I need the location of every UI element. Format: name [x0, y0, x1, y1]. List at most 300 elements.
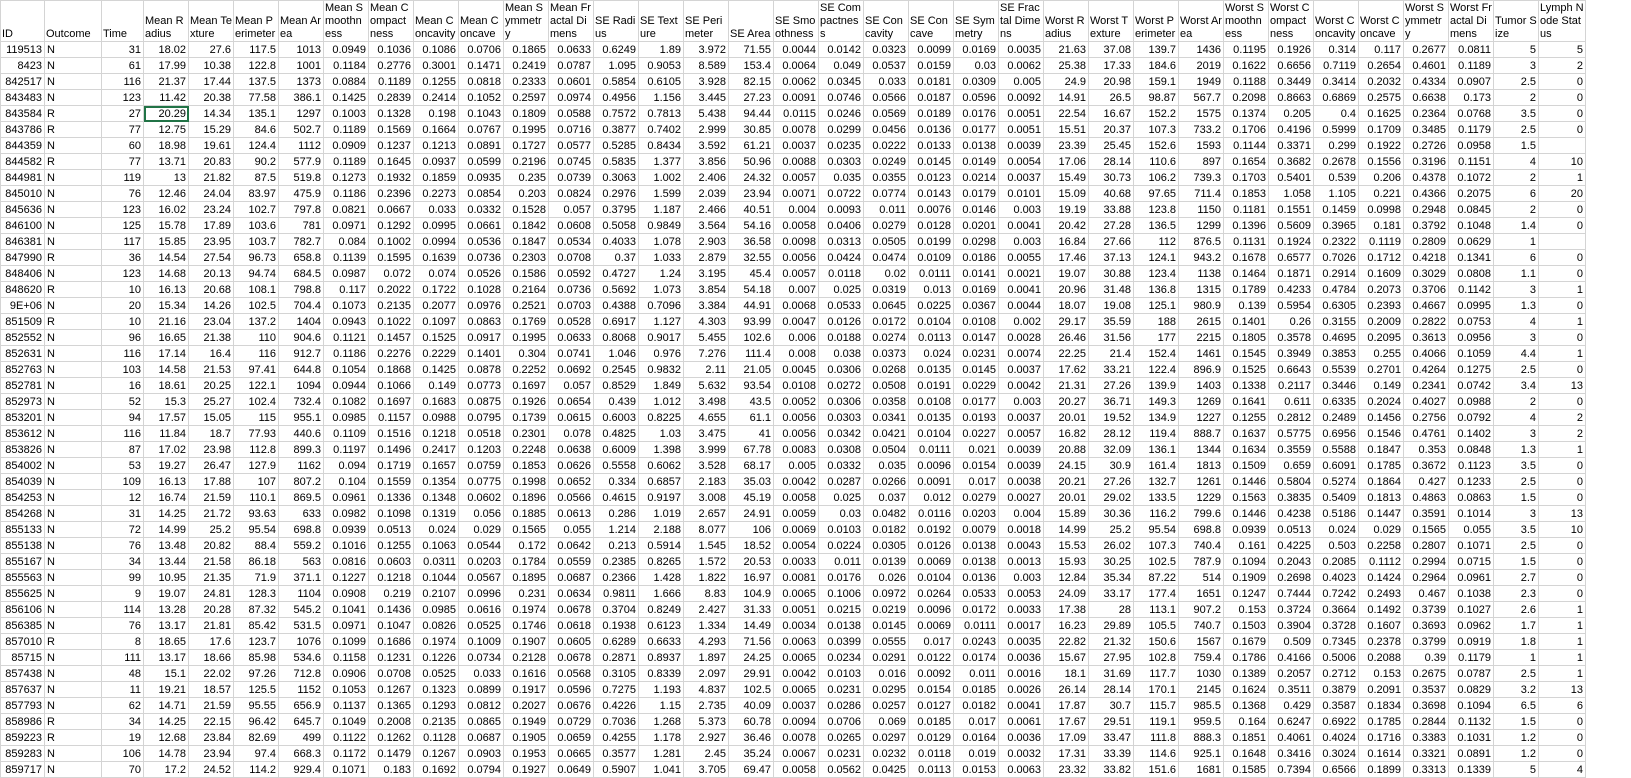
table-cell[interactable]: 37.08: [1089, 42, 1134, 58]
table-cell[interactable]: 4: [1494, 314, 1539, 330]
table-cell[interactable]: 852781: [1, 378, 45, 394]
table-cell[interactable]: 0: [1539, 570, 1586, 586]
table-cell[interactable]: 0.0076: [909, 202, 954, 218]
table-cell[interactable]: 0.4024: [1314, 730, 1359, 746]
table-cell[interactable]: 3.856: [684, 154, 729, 170]
table-cell[interactable]: 545.2: [279, 602, 324, 618]
table-cell[interactable]: 907.2: [1179, 602, 1224, 618]
table-cell[interactable]: 0.0678: [549, 650, 594, 666]
table-cell[interactable]: 0.0525: [414, 666, 459, 682]
table-cell[interactable]: 0.1323: [414, 682, 459, 698]
table-cell[interactable]: R: [45, 106, 102, 122]
table-cell[interactable]: 13: [144, 170, 189, 186]
table-cell[interactable]: 0.0123: [909, 170, 954, 186]
table-cell[interactable]: 0.0203: [459, 554, 504, 570]
table-cell[interactable]: 7.276: [684, 346, 729, 362]
table-cell[interactable]: 0.0824: [549, 186, 594, 202]
table-cell[interactable]: 0.0062: [999, 58, 1044, 74]
table-cell[interactable]: 0.2807: [1404, 538, 1449, 554]
table-cell[interactable]: N: [45, 186, 102, 202]
table-cell[interactable]: 0.2248: [504, 442, 549, 458]
table-cell[interactable]: 76: [102, 186, 144, 202]
table-cell[interactable]: 16.4: [189, 346, 234, 362]
table-cell[interactable]: 2.5: [1494, 538, 1539, 554]
table-cell[interactable]: 0.149: [1359, 378, 1404, 394]
table-cell[interactable]: 0.5804: [1269, 474, 1314, 490]
table-cell[interactable]: 2.188: [639, 522, 684, 538]
table-cell[interactable]: 0.1899: [1359, 762, 1404, 778]
table-cell[interactable]: 20.88: [1044, 442, 1089, 458]
table-cell[interactable]: 0.0145: [954, 362, 999, 378]
table-cell[interactable]: 0.1053: [324, 682, 369, 698]
table-cell[interactable]: 0.2822: [1404, 314, 1449, 330]
table-cell[interactable]: 2: [1539, 58, 1586, 74]
table-cell[interactable]: 29.17: [1044, 314, 1089, 330]
table-cell[interactable]: 0.049: [819, 58, 864, 74]
table-cell[interactable]: 31: [102, 506, 144, 522]
table-cell[interactable]: 0.037: [864, 490, 909, 506]
table-cell[interactable]: 0.0577: [549, 138, 594, 154]
table-cell[interactable]: 3: [1494, 506, 1539, 522]
table-cell[interactable]: 139.7: [1134, 42, 1179, 58]
table-cell[interactable]: 0.0962: [1449, 618, 1494, 634]
table-cell[interactable]: 40.09: [729, 698, 774, 714]
table-cell[interactable]: 0.1446: [1224, 474, 1269, 490]
table-cell[interactable]: 13.28: [144, 602, 189, 618]
table-cell[interactable]: 139.9: [1134, 378, 1179, 394]
table-cell[interactable]: 0.1625: [1359, 106, 1404, 122]
table-cell[interactable]: 0.0133: [909, 138, 954, 154]
table-cell[interactable]: 869.5: [279, 490, 324, 506]
table-cell[interactable]: 0.033: [864, 74, 909, 90]
table-cell[interactable]: 0.02: [864, 266, 909, 282]
table-cell[interactable]: 0.6566: [1314, 762, 1359, 778]
table-cell[interactable]: 0.6922: [1314, 714, 1359, 730]
table-cell[interactable]: 90.2: [234, 154, 279, 170]
table-cell[interactable]: 0.0773: [459, 378, 504, 394]
table-cell[interactable]: 31.69: [1089, 666, 1134, 682]
table-cell[interactable]: 925.1: [1179, 746, 1224, 762]
table-cell[interactable]: 856106: [1, 602, 45, 618]
table-cell[interactable]: 114.6: [1134, 746, 1179, 762]
table-cell[interactable]: 0.1545: [1224, 346, 1269, 362]
table-cell[interactable]: 27: [102, 106, 144, 122]
table-cell[interactable]: [1539, 234, 1586, 250]
table-cell[interactable]: 15.93: [1044, 554, 1089, 570]
table-cell[interactable]: 0.2809: [1404, 234, 1449, 250]
table-cell[interactable]: 0.2678: [1314, 154, 1359, 170]
table-cell[interactable]: 54.18: [729, 282, 774, 298]
table-cell[interactable]: 644.8: [279, 362, 324, 378]
table-cell[interactable]: 0.1189: [324, 154, 369, 170]
table-cell[interactable]: 0.7275: [594, 682, 639, 698]
table-cell[interactable]: 0.4166: [1269, 650, 1314, 666]
table-cell[interactable]: 0.7026: [1314, 250, 1359, 266]
table-cell[interactable]: 2: [1539, 410, 1586, 426]
column-header[interactable]: Mean Texture: [189, 1, 234, 42]
table-cell[interactable]: 852552: [1, 330, 45, 346]
table-cell[interactable]: 0.5409: [1314, 490, 1359, 506]
table-cell[interactable]: 0.0042: [774, 666, 819, 682]
table-cell[interactable]: 0.0903: [459, 746, 504, 762]
table-cell[interactable]: 0.0199: [909, 234, 954, 250]
table-cell[interactable]: 0.2545: [594, 362, 639, 378]
table-cell[interactable]: 0.1457: [369, 330, 414, 346]
table-cell[interactable]: 0.0188: [819, 330, 864, 346]
table-cell[interactable]: 0.7119: [1314, 58, 1359, 74]
table-cell[interactable]: 1.377: [639, 154, 684, 170]
table-cell[interactable]: 0.1184: [324, 58, 369, 74]
table-cell[interactable]: 1.8: [1494, 634, 1539, 650]
table-cell[interactable]: 33.17: [1089, 586, 1134, 602]
table-cell[interactable]: 0: [1539, 490, 1586, 506]
table-cell[interactable]: 18.61: [144, 378, 189, 394]
table-cell[interactable]: 0.2128: [504, 650, 549, 666]
table-cell[interactable]: 0.1151: [1449, 154, 1494, 170]
table-cell[interactable]: 3: [1494, 58, 1539, 74]
table-cell[interactable]: 24.52: [189, 762, 234, 778]
table-cell[interactable]: 797.8: [279, 202, 324, 218]
table-cell[interactable]: 1651: [1179, 586, 1224, 602]
table-cell[interactable]: 0.0937: [414, 154, 459, 170]
table-cell[interactable]: N: [45, 682, 102, 698]
table-cell[interactable]: 20.28: [189, 602, 234, 618]
table-cell[interactable]: 0.0618: [549, 618, 594, 634]
table-cell[interactable]: 0.1227: [324, 570, 369, 586]
table-cell[interactable]: 16.02: [144, 202, 189, 218]
table-cell[interactable]: 0.0035: [999, 634, 1044, 650]
table-cell[interactable]: 732.4: [279, 394, 324, 410]
table-cell[interactable]: 0.149: [414, 378, 459, 394]
table-cell[interactable]: 32.55: [729, 250, 774, 266]
table-cell[interactable]: N: [45, 586, 102, 602]
table-cell[interactable]: 0.0033: [774, 554, 819, 570]
table-cell[interactable]: 15.3: [144, 394, 189, 410]
table-cell[interactable]: 0.005: [999, 74, 1044, 90]
table-cell[interactable]: 125.1: [1134, 298, 1179, 314]
table-cell[interactable]: 0.2364: [1404, 106, 1449, 122]
table-cell[interactable]: 0.1471: [459, 58, 504, 74]
table-cell[interactable]: 0.0787: [549, 58, 594, 74]
table-cell[interactable]: 0.0103: [819, 666, 864, 682]
table-cell[interactable]: 0: [1539, 362, 1586, 378]
table-cell[interactable]: N: [45, 218, 102, 234]
table-cell[interactable]: 0.1859: [414, 170, 459, 186]
table-cell[interactable]: 0.8434: [639, 138, 684, 154]
table-cell[interactable]: 0.0103: [819, 522, 864, 538]
table-cell[interactable]: 0.0906: [324, 666, 369, 682]
table-cell[interactable]: 1.156: [639, 90, 684, 106]
table-cell[interactable]: 0.0774: [864, 186, 909, 202]
table-cell[interactable]: 0: [1539, 554, 1586, 570]
table-cell[interactable]: 904.6: [279, 330, 324, 346]
table-cell[interactable]: N: [45, 554, 102, 570]
table-cell[interactable]: 0.0599: [459, 154, 504, 170]
table-cell[interactable]: 50.96: [729, 154, 774, 170]
table-cell[interactable]: 0.6956: [1314, 426, 1359, 442]
table-cell[interactable]: 30.36: [1089, 506, 1134, 522]
table-cell[interactable]: 0.033: [459, 666, 504, 682]
table-cell[interactable]: 18.98: [144, 138, 189, 154]
table-cell[interactable]: 1.012: [639, 394, 684, 410]
table-cell[interactable]: 123.4: [1134, 266, 1179, 282]
table-cell[interactable]: 0.4388: [594, 298, 639, 314]
table-cell[interactable]: 0.6003: [594, 410, 639, 426]
table-cell[interactable]: 0.057: [549, 202, 594, 218]
table-cell[interactable]: 3.592: [684, 138, 729, 154]
table-cell[interactable]: 4.303: [684, 314, 729, 330]
table-cell[interactable]: 0.2914: [1314, 266, 1359, 282]
table-cell[interactable]: 15.85: [144, 234, 189, 250]
table-cell[interactable]: 0.017: [909, 634, 954, 650]
table-cell[interactable]: 759.4: [1179, 650, 1224, 666]
table-cell[interactable]: N: [45, 58, 102, 74]
table-cell[interactable]: 0.0406: [819, 218, 864, 234]
table-cell[interactable]: 76: [102, 618, 144, 634]
table-cell[interactable]: 0.1456: [1359, 410, 1404, 426]
table-cell[interactable]: 0.1853: [1224, 186, 1269, 202]
table-cell[interactable]: N: [45, 426, 102, 442]
table-cell[interactable]: 21.72: [189, 506, 234, 522]
table-cell[interactable]: N: [45, 602, 102, 618]
table-cell[interactable]: 2.45: [684, 746, 729, 762]
table-cell[interactable]: 0.4033: [594, 234, 639, 250]
table-cell[interactable]: 102.5: [729, 682, 774, 698]
table-cell[interactable]: 0.0176: [954, 106, 999, 122]
table-cell[interactable]: 0.0057: [999, 426, 1044, 442]
table-cell[interactable]: 135.1: [234, 106, 279, 122]
table-cell[interactable]: 0.3313: [1404, 762, 1449, 778]
table-cell[interactable]: 0.0741: [549, 346, 594, 362]
table-cell[interactable]: 44.91: [729, 298, 774, 314]
table-cell[interactable]: 0.2098: [1224, 90, 1269, 106]
table-cell[interactable]: 0.0172: [864, 314, 909, 330]
table-cell[interactable]: 23.32: [1044, 762, 1089, 778]
table-cell[interactable]: 2.5: [1494, 122, 1539, 138]
table-cell[interactable]: 0.0759: [459, 458, 504, 474]
table-cell[interactable]: 0.0533: [954, 586, 999, 602]
table-cell[interactable]: 0.3799: [1404, 634, 1449, 650]
table-cell[interactable]: 0.0808: [1449, 266, 1494, 282]
table-cell[interactable]: 10: [102, 314, 144, 330]
table-cell[interactable]: 0.353: [1404, 442, 1449, 458]
table-cell[interactable]: 0.0122: [909, 650, 954, 666]
table-cell[interactable]: 0.2077: [414, 298, 459, 314]
table-cell[interactable]: 0.1203: [459, 442, 504, 458]
table-cell[interactable]: 0.0231: [819, 682, 864, 698]
table-cell[interactable]: 0.1267: [369, 682, 414, 698]
table-cell[interactable]: 1.019: [639, 506, 684, 522]
table-cell[interactable]: 0.0367: [954, 298, 999, 314]
table-cell[interactable]: 54.16: [729, 218, 774, 234]
table-cell[interactable]: 125.5: [234, 682, 279, 698]
table-cell[interactable]: 0.1634: [1224, 442, 1269, 458]
table-cell[interactable]: 0.0996: [459, 586, 504, 602]
table-cell[interactable]: 0.0145: [864, 618, 909, 634]
column-header[interactable]: Worst Symmetry: [1404, 1, 1449, 42]
table-cell[interactable]: 0.1509: [1224, 458, 1269, 474]
table-cell[interactable]: 853612: [1, 426, 45, 442]
table-cell[interactable]: 0.6091: [1314, 458, 1359, 474]
table-cell[interactable]: 84.6: [234, 122, 279, 138]
table-cell[interactable]: 0.0235: [819, 138, 864, 154]
table-cell[interactable]: 0.0088: [774, 154, 819, 170]
table-cell[interactable]: 0.1275: [1449, 362, 1494, 378]
table-cell[interactable]: 53: [102, 458, 144, 474]
table-cell[interactable]: 896.9: [1179, 362, 1224, 378]
table-cell[interactable]: 1094: [279, 378, 324, 394]
table-cell[interactable]: 0.0042: [774, 474, 819, 490]
table-cell[interactable]: 0.4218: [1404, 250, 1449, 266]
column-header[interactable]: Worst Concavity: [1314, 1, 1359, 42]
table-cell[interactable]: 0.0537: [864, 58, 909, 74]
table-cell[interactable]: 106: [102, 746, 144, 762]
table-cell[interactable]: 107.3: [1134, 122, 1179, 138]
table-cell[interactable]: 20.96: [1044, 282, 1089, 298]
table-cell[interactable]: 0.161: [1224, 538, 1269, 554]
table-cell[interactable]: 0.0729: [549, 714, 594, 730]
table-cell[interactable]: 104.9: [729, 586, 774, 602]
table-cell[interactable]: 0.7036: [594, 714, 639, 730]
table-cell[interactable]: 0.1348: [414, 490, 459, 506]
table-cell[interactable]: 0.1805: [1224, 330, 1269, 346]
table-cell[interactable]: 0.0063: [774, 634, 819, 650]
table-cell[interactable]: 0.0268: [864, 362, 909, 378]
table-cell[interactable]: 0.6643: [1269, 362, 1314, 378]
table-cell[interactable]: 0.2088: [1359, 650, 1404, 666]
table-cell[interactable]: 1269: [1179, 394, 1224, 410]
table-cell[interactable]: 20.29: [144, 106, 189, 122]
table-cell[interactable]: 3.498: [684, 394, 729, 410]
table-cell[interactable]: 0.0034: [774, 618, 819, 634]
table-cell[interactable]: 159.1: [1134, 74, 1179, 90]
table-cell[interactable]: 0.0342: [819, 426, 864, 442]
table-cell[interactable]: 30.9: [1089, 458, 1134, 474]
table-cell[interactable]: 0.2597: [504, 90, 549, 106]
table-cell[interactable]: 0.39: [1404, 650, 1449, 666]
table-cell[interactable]: 0.1189: [324, 122, 369, 138]
table-cell[interactable]: 0.0274: [864, 330, 909, 346]
table-cell[interactable]: 0.0038: [999, 474, 1044, 490]
column-header[interactable]: Mean Smoothness: [324, 1, 369, 42]
table-cell[interactable]: 0.8249: [639, 602, 684, 618]
table-cell[interactable]: 5.632: [684, 378, 729, 394]
table-cell[interactable]: 854253: [1, 490, 45, 506]
table-cell[interactable]: 0.0064: [774, 58, 819, 74]
table-cell[interactable]: 985.5: [1179, 698, 1224, 714]
table-cell[interactable]: 17.62: [1044, 362, 1089, 378]
table-cell[interactable]: 0.1905: [504, 730, 549, 746]
table-cell[interactable]: 0.0138: [954, 538, 999, 554]
table-cell[interactable]: 1.105: [1314, 186, 1359, 202]
table-cell[interactable]: 0.1459: [1314, 202, 1359, 218]
table-cell[interactable]: 0.0044: [999, 298, 1044, 314]
table-cell[interactable]: 21.63: [1044, 42, 1089, 58]
table-cell[interactable]: 0.0037: [999, 410, 1044, 426]
table-cell[interactable]: 0.0513: [1269, 522, 1314, 538]
table-cell[interactable]: 0.1853: [504, 458, 549, 474]
table-cell[interactable]: 110: [234, 330, 279, 346]
table-cell[interactable]: 0.1172: [324, 746, 369, 762]
table-cell[interactable]: 0.0949: [324, 42, 369, 58]
table-cell[interactable]: 0.2022: [369, 282, 414, 298]
table-cell[interactable]: 1461: [1179, 346, 1224, 362]
table-cell[interactable]: 876.5: [1179, 234, 1224, 250]
table-cell[interactable]: 60: [102, 138, 144, 154]
table-cell[interactable]: 0.0182: [864, 522, 909, 538]
table-cell[interactable]: 0.0069: [774, 522, 819, 538]
table-cell[interactable]: 0.503: [1314, 538, 1359, 554]
table-cell[interactable]: 116: [102, 426, 144, 442]
table-cell[interactable]: 0.1255: [1224, 410, 1269, 426]
table-cell[interactable]: 10: [102, 282, 144, 298]
table-cell[interactable]: 0.3578: [1269, 330, 1314, 346]
table-cell[interactable]: 0.0172: [954, 602, 999, 618]
table-cell[interactable]: 122.8: [234, 58, 279, 74]
table-cell[interactable]: 17.02: [144, 442, 189, 458]
table-cell[interactable]: 20: [102, 298, 144, 314]
table-cell[interactable]: 0.0032: [999, 746, 1044, 762]
table-cell[interactable]: 0.2135: [414, 714, 459, 730]
table-cell[interactable]: R: [45, 282, 102, 298]
table-cell[interactable]: 119513: [1, 42, 45, 58]
table-cell[interactable]: 0.1063: [414, 538, 459, 554]
table-cell[interactable]: 0.0854: [459, 186, 504, 202]
table-cell[interactable]: 0.1389: [1224, 666, 1269, 682]
table-cell[interactable]: 0.1865: [504, 42, 549, 58]
table-cell[interactable]: 0.0313: [819, 234, 864, 250]
table-cell[interactable]: 0.0104: [909, 570, 954, 586]
table-cell[interactable]: 0.0056: [774, 410, 819, 426]
table-cell[interactable]: 645.7: [279, 714, 324, 730]
table-cell[interactable]: 0.2273: [414, 186, 459, 202]
table-cell[interactable]: 15.51: [1044, 122, 1089, 138]
table-cell[interactable]: 111.4: [729, 346, 774, 362]
table-cell[interactable]: 0.1028: [459, 282, 504, 298]
table-cell[interactable]: 0.033: [414, 202, 459, 218]
table-cell[interactable]: 0.0638: [549, 442, 594, 458]
table-cell[interactable]: 1013: [279, 42, 324, 58]
table-cell[interactable]: 0.1868: [369, 362, 414, 378]
table-cell[interactable]: 0.1158: [324, 650, 369, 666]
table-cell[interactable]: 1.073: [639, 282, 684, 298]
table-cell[interactable]: 0.2521: [504, 298, 549, 314]
table-cell[interactable]: 20.13: [189, 266, 234, 282]
table-cell[interactable]: 0.1425: [324, 90, 369, 106]
table-cell[interactable]: 0.439: [594, 394, 639, 410]
table-cell[interactable]: 0.0559: [549, 554, 594, 570]
table-cell[interactable]: 21.31: [1044, 378, 1089, 394]
table-cell[interactable]: N: [45, 266, 102, 282]
table-cell[interactable]: 0.029: [459, 522, 504, 538]
table-cell[interactable]: 0.024: [1314, 522, 1359, 538]
table-cell[interactable]: 0.1654: [1224, 154, 1269, 170]
column-header[interactable]: SE Texture: [639, 1, 684, 42]
table-cell[interactable]: 855625: [1, 586, 45, 602]
table-cell[interactable]: 0.1213: [414, 138, 459, 154]
table-cell[interactable]: 102.4: [234, 394, 279, 410]
table-cell[interactable]: 0.0566: [549, 490, 594, 506]
table-cell[interactable]: 21.37: [144, 74, 189, 90]
table-cell[interactable]: 21.16: [144, 314, 189, 330]
table-cell[interactable]: 0.0504: [864, 442, 909, 458]
table-cell[interactable]: R: [45, 634, 102, 650]
table-cell[interactable]: 0.221: [1359, 186, 1404, 202]
table-cell[interactable]: 15.67: [1044, 650, 1089, 666]
table-cell[interactable]: 48: [102, 666, 144, 682]
table-cell[interactable]: 807.2: [279, 474, 324, 490]
table-cell[interactable]: 0: [1539, 266, 1586, 282]
